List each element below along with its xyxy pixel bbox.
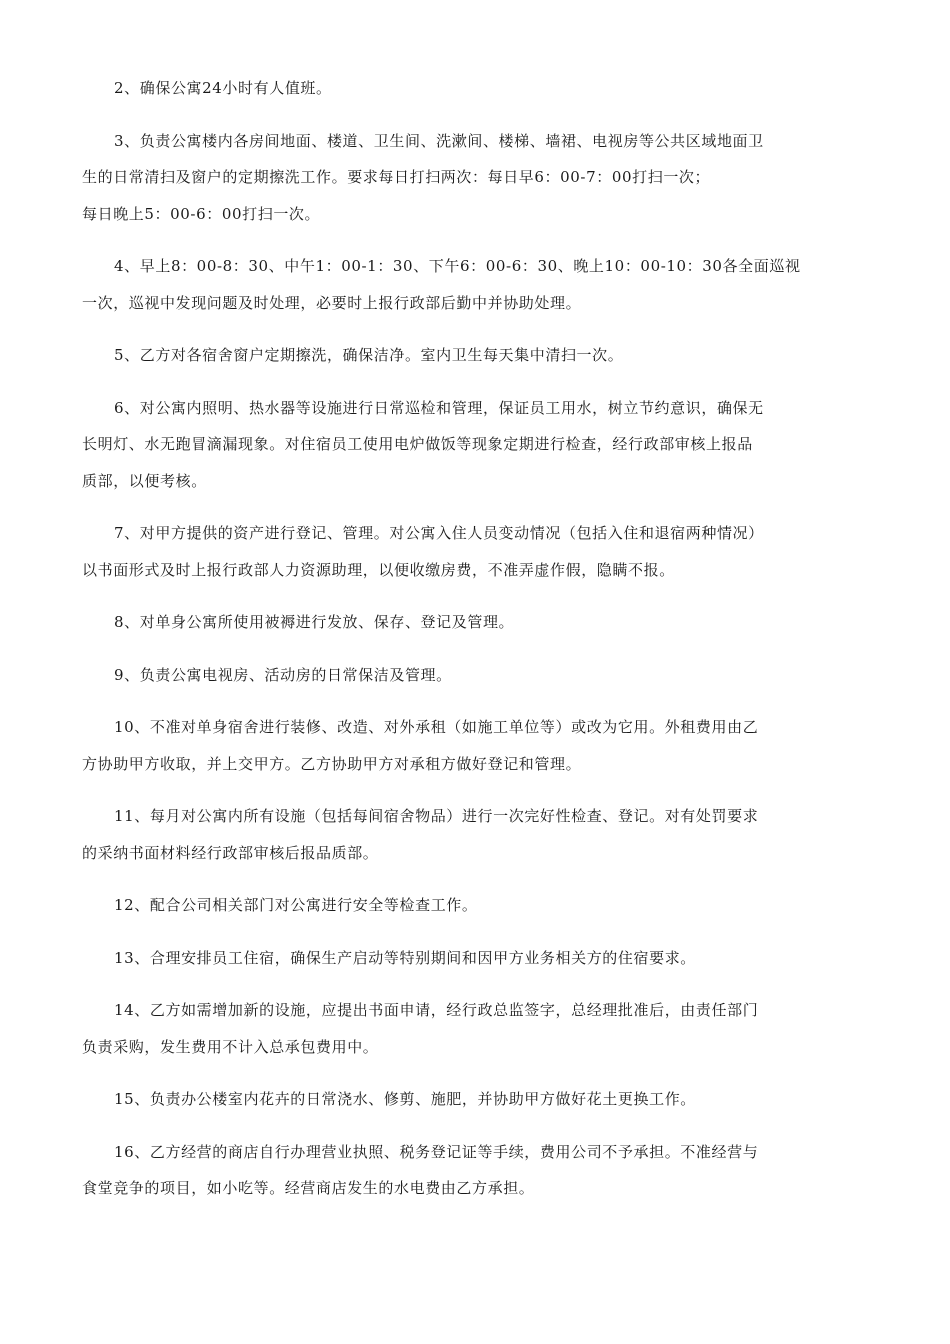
clause-paragraph [82,515,868,588]
clause-line: 3、负责公寓楼内各房间地面、楼道、卫生间、洗漱间、楼梯、墙裙、电视房等公共区域地面卫 [114,131,764,150]
clause-line: 以书面形式及时上报行政部人力资源助理，以便收缴房费，不准弄虚作假，隐瞒不报。 [82,560,675,579]
clause-line: 7、对甲方提供的资产进行登记、管理。对公寓入住人员变动情况（包括入住和退宿两种情况） [114,524,764,542]
clause-paragraph [82,337,868,374]
clause-line: 15、负责办公楼室内花卉的日常浇水、修剪、施肥，并协助甲方做好花土更换工作。 [114,1090,696,1108]
clause-line: 10、不准对单身宿舍进行装修、改造、对外承租（如施工单位等）或改为它用。外租费用由乙 [114,718,759,736]
clause-paragraph [82,390,868,500]
clause-line: 14、乙方如需增加新的设施，应提出书面申请，经行政总监签字，总经理批准后，由责任部门 [114,1001,759,1019]
clause-line: 9、负责公寓电视房、活动房的日常保洁及管理。 [114,665,452,684]
clause-paragraph [82,798,868,871]
clause-line: 的采纳书面材料经行政部审核后报品质部。 [82,843,379,862]
clause-line: 13、合理安排员工住宿，确保生产启动等特别期间和因甲方业务相关方的住宿要求。 [114,948,696,967]
clause-line: 16、乙方经营的商店自行办理营业执照、税务登记证等手续，费用公司不予承担。不准经营与 [114,1142,759,1161]
clause-line: 12、配合公司相关部门对公寓进行安全等检查工作。 [114,896,478,914]
clause-line: 一次，巡视中发现问题及时处理，必要时上报行政部后勤中并协助处理。 [82,293,582,312]
clause-paragraph [82,1134,868,1207]
clause-line: 质部，以便考核。 [82,471,207,490]
clause-paragraph [82,992,868,1065]
clause-line: 食堂竞争的项目，如小吃等。经营商店发生的水电费由乙方承担。 [82,1179,535,1197]
clause-paragraph [82,709,868,782]
clause-line: 2、确保公寓24小时有人值班。 [114,79,332,97]
clause-paragraph [82,657,868,694]
clause-line: 6、对公寓内照明、热水器等设施进行日常巡检和管理，保证员工用水，树立节约意识，确保无 [114,398,764,417]
clause-paragraph [82,1081,868,1118]
clause-line: 方协助甲方收取，并上交甲方。乙方协助甲方对承租方做好登记和管理。 [82,754,582,773]
clause-line: 11、每月对公寓内所有设施（包括每间宿舍物品）进行一次完好性检查、登记。对有处罚要求 [114,807,759,825]
clause-paragraph [82,248,868,321]
clause-line: 5、乙方对各宿舍窗户定期擦洗，确保洁净。室内卫生每天集中清扫一次。 [114,346,624,364]
clause-paragraph [82,70,868,107]
clause-paragraph [82,940,868,977]
clause-paragraph [82,123,868,233]
clause-paragraph [82,604,868,641]
clause-line: 长明灯、水无跑冒滴漏现象。对住宿员工使用电炉做饭等现象定期进行检查，经行政部审核上报品 [82,435,753,453]
clause-line: 负责采购，发生费用不计入总承包费用中。 [82,1037,379,1056]
document-body [82,70,868,1223]
clause-line: 生的日常清扫及窗户的定期擦洗工作。要求每日打扫两次：每日早6：00-7：00打扫一次； [82,168,711,186]
clause-paragraph [82,887,868,924]
clause-line: 4、早上8：00-8：30、中午1：00-1：30、下午6：00-6：30、晚上10：00-10：30各全面巡视 [114,257,801,275]
clause-line: 8、对单身公寓所使用被褥进行发放、保存、登记及管理。 [114,613,515,631]
clause-line: 每日晚上5：00-6：00打扫一次。 [82,204,321,223]
